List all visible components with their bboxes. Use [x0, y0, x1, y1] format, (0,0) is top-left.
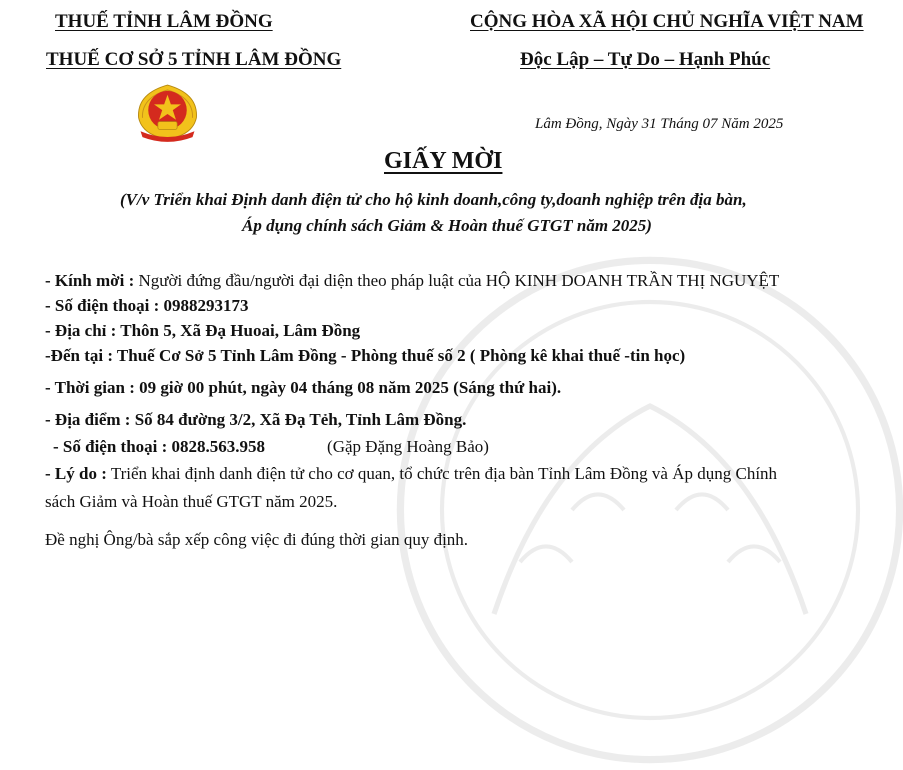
invitee-phone: - Số điện thoại : 0988293173 [45, 296, 249, 315]
national-emblem-icon [129, 79, 206, 147]
subject-line-2: Áp dụng chính sách Giảm & Hoàn thuế GTGT năm 2025) [242, 216, 652, 235]
invitee-value: Người đứng đầu/người đại diện theo pháp luật của HỘ KINH DOANH TRẦN THỊ NGUYỆT [134, 271, 780, 290]
meeting-time: - Thời gian : 09 giờ 00 phút, ngày 04 tháng 08 năm 2025 (Sáng thứ hai). [45, 378, 562, 397]
reason-text-1: Triển khai định danh điện tử cho cơ quan, tổ chức trên địa bàn Tỉnh Lâm Đồng và Áp dụng Chính [106, 464, 778, 483]
closing-request: Đề nghị Ông/bà sắp xếp công việc đi đúng thời gian quy định. [45, 530, 469, 549]
document-title: GIẤY MỜI [384, 148, 503, 174]
tax-sub-office-name: THUẾ CƠ SỞ 5 TỈNH LÂM ĐỒNG [46, 49, 342, 70]
invitee-line [45, 271, 779, 291]
issue-date: Lâm Đồng, Ngày 31 Tháng 07 Năm 2025 [535, 116, 784, 132]
contact-person: (Gặp Đặng Hoàng Bảo) [327, 437, 489, 456]
tax-office-name: THUẾ TỈNH LÂM ĐỒNG [55, 11, 273, 32]
reason-label: - Lý do : [45, 464, 107, 483]
contact-phone-value: 0828.563.958 [167, 437, 266, 456]
reason-line-1 [45, 464, 777, 484]
nation-name: CỘNG HÒA XÃ HỘI CHỦ NGHĨA VIỆT NAM [470, 11, 864, 32]
invitee-address: - Địa chỉ : Thôn 5, Xã Đạ Huoai, Lâm Đồng [45, 321, 361, 340]
reason-line-2: sách Giảm và Hoàn thuế GTGT năm 2025. [45, 492, 338, 511]
national-motto: Độc Lập – Tự Do – Hạnh Phúc [520, 49, 771, 70]
meeting-location: - Địa điểm : Số 84 đường 3/2, Xã Đạ Tẻh, Tỉnh Lâm Đồng. [45, 410, 467, 429]
contact-phone-label: - Số điện thoại : [53, 437, 168, 456]
watermark-seal [390, 250, 903, 770]
subject-line-1: (V/v Triển khai Định danh điện tử cho hộ kinh doanh,công ty,doanh nghiệp trên địa bàn, [120, 190, 747, 209]
invitee-label: - Kính mời : [45, 271, 135, 290]
contact-phone-line [53, 437, 489, 457]
destination-line: -Đến tại : Thuế Cơ Sở 5 Tỉnh Lâm Đồng - Phòng thuế số 2 ( Phòng kê khai thuế -tin học) [45, 346, 686, 365]
